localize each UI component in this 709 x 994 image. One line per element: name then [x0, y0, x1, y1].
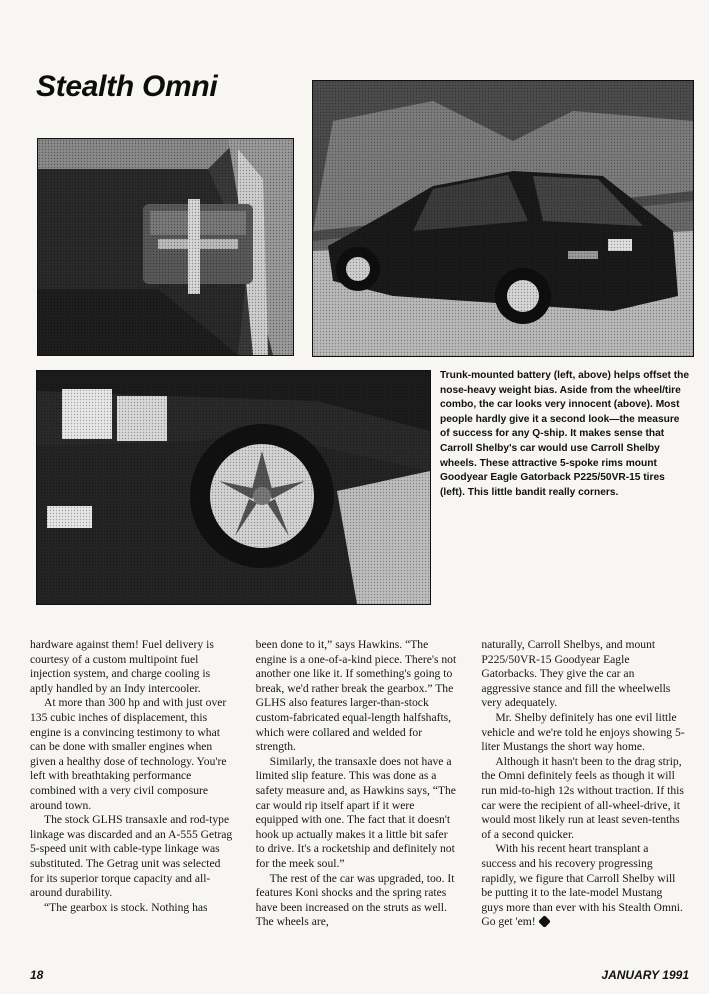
article-column-2	[256, 638, 460, 958]
paragraph: Similarly, the transaxle does not have a limited slip feature. This was done as a safety measure and, as Hawkins says, “The car would rip itself apart if it were equipped with one. The fact that it doesn't hook up actually makes it a little bit safer to drive. It's a rocketship and definitely not for the meek soul.”	[255, 754, 456, 870]
paragraph: “The gearbox is stock. Nothing has	[44, 900, 208, 914]
article-column-3	[481, 638, 685, 958]
paragraph: Mr. Shelby definitely has one evil little vehicle and we're told he enjoys showing 5-liter Mustangs the short way home.	[481, 710, 685, 754]
trunk-battery-photo	[37, 138, 294, 356]
issue-date: JANUARY 1991	[601, 968, 689, 982]
end-mark-icon	[538, 915, 551, 928]
paragraph-text: With his recent heart transplant a success and his recovery progressing rapidly, we figure that Carroll Shelby will be putting it to the late-model Mustang guys more than ever with his Stealth Omni. Go get 'em!	[481, 842, 683, 929]
paragraph: The stock GLHS transaxle and rod-type linkage was discarded and an A-555 Getrag 5-speed unit with cable-type linkage was substituted. The Getrag unit was selected for its superior torque capacity and all-around durability.	[30, 813, 233, 900]
car-exterior-photo	[312, 80, 694, 357]
article-column-1	[30, 638, 234, 958]
paragraph: hardware against them! Fuel delivery is courtesy of a custom multipoint fuel injection system, and charge cooling is aptly handled by an Indy intercooler.	[30, 638, 214, 695]
paragraph: Although it hasn't been to the drag strip, the Omni definitely feels as though it will run mid-to-high 12s without traction. If this car were the recipient of all-wheel-drive, it would most likely run at least seven-tenths of a second quicker.	[481, 754, 684, 841]
page-number: 18	[30, 968, 44, 982]
paragraph: At more than 300 hp and with just over 135 cubic inches of displacement, this engine is a convincing testimony to what can be done with smaller engines when given a healthy dose of technology. You're left with breathtaking performance combined with a very civil composure around town.	[30, 696, 227, 812]
paragraph: The rest of the car was upgraded, too. It features Koni shocks and the spring rates have been increased on the struts as well. The wheels are,	[255, 871, 455, 929]
photo-caption: Trunk-mounted battery (left, above) helps offset the nose-heavy weight bias. Aside from the wheel/tire combo, the car looks very innocent (above). Most people hardly give it a second look—the measure of success for any Q-ship. It makes sense that Carroll Shelby's car would use Carroll Shelby wheels. These attractive 5-spoke rims mount Goodyear Eagle Gatorback P225/50VR-15 tires (left). This little bandit really corners.	[440, 370, 690, 498]
paragraph-final	[481, 842, 685, 930]
article-body	[30, 638, 685, 958]
paragraph: been done to it,” says Hawkins. “The engine is a one-of-a-kind piece. There's not another one like it. If something's going to break, we'd rather break the gearbox.” The GLHS also features larger-than-stock custom-fabricated equal-length halfshafts, which were collared and welded for strength.	[255, 638, 457, 754]
article-title: Stealth Omni	[36, 70, 218, 103]
wheel-closeup-photo	[36, 370, 431, 605]
paragraph: naturally, Carroll Shelbys, and mount P225/50VR-15 Goodyear Eagle Gatorbacks. They give the car an aggressive stance and fill the wheelwells very adequately.	[481, 638, 671, 710]
